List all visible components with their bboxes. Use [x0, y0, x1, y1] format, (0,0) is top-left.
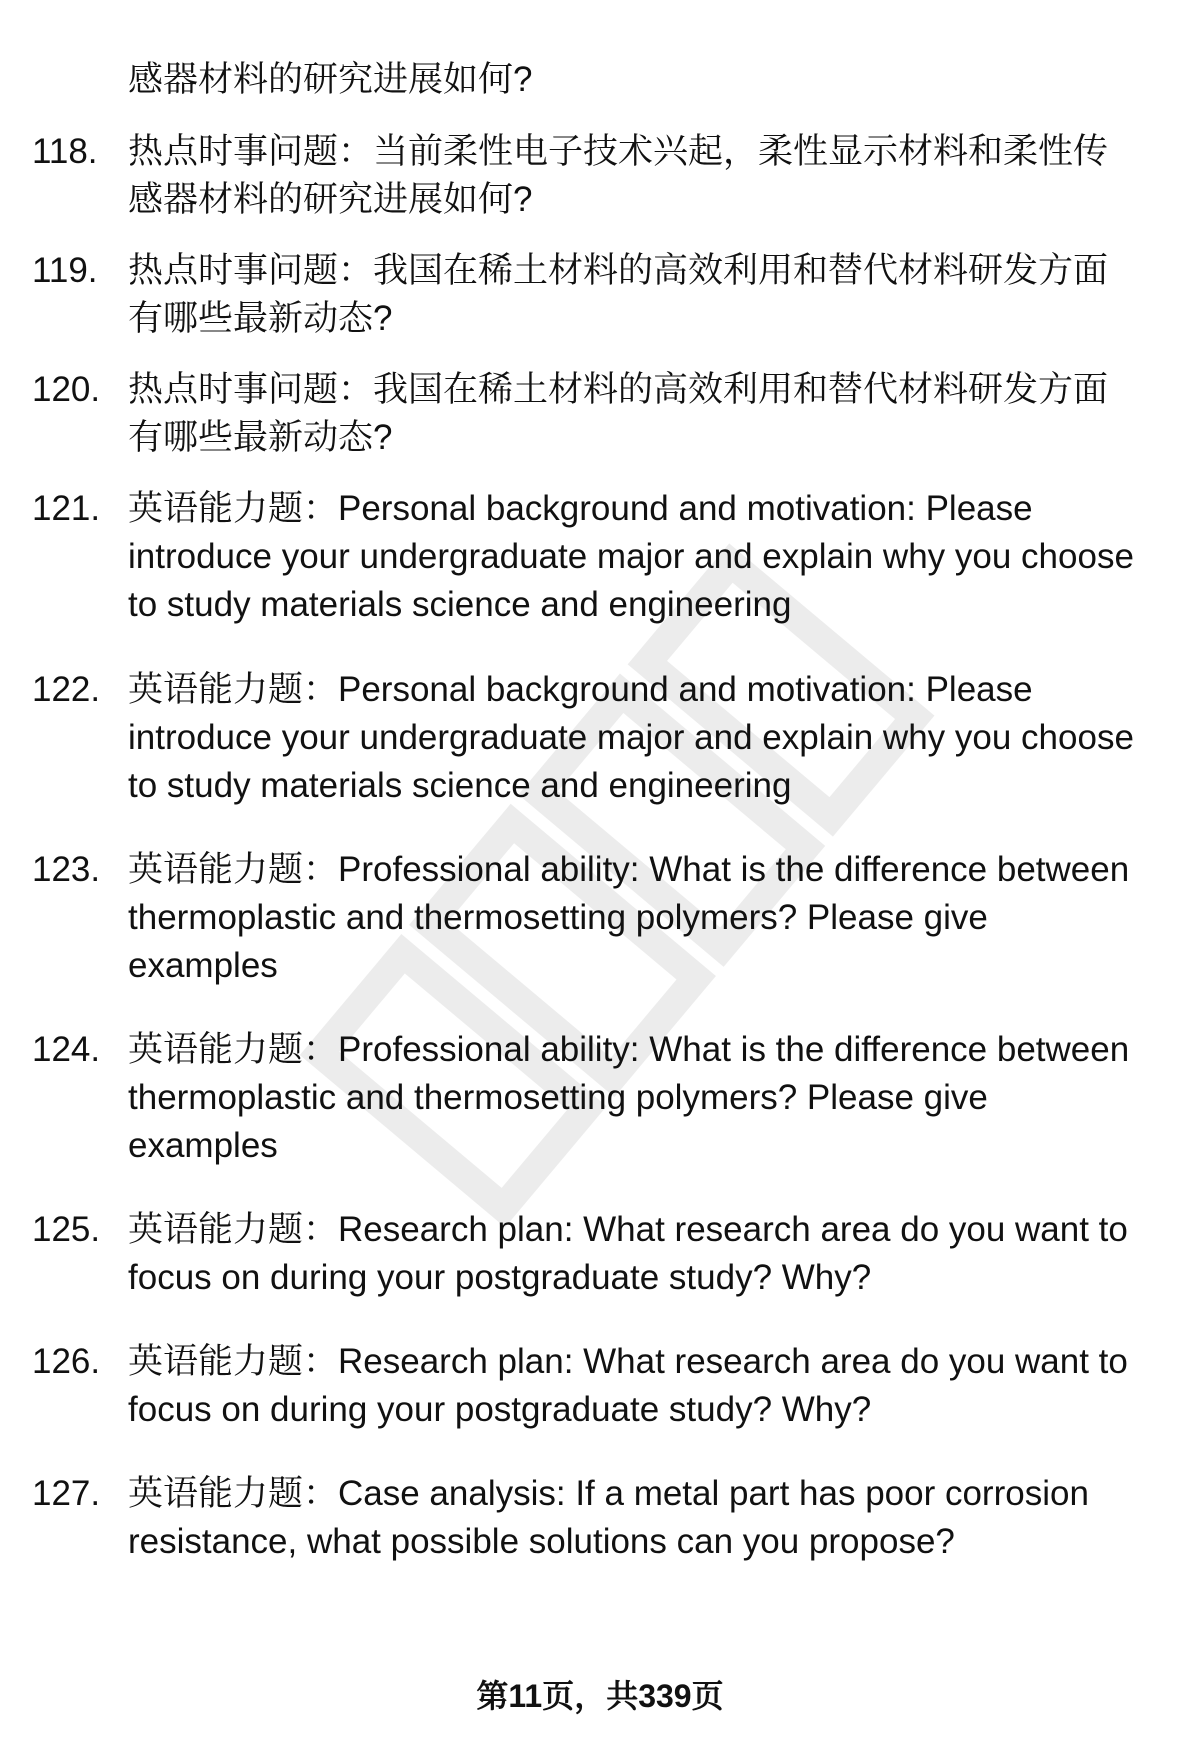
question-number: 121. [32, 489, 101, 528]
question-text: 英语能力题：Personal background and motivation: Please introduce your undergraduate major and explain why you choose to study materials science and engineering [128, 670, 1134, 805]
question-text: 英语能力题：Case analysis: If a metal part has poor corrosion resistance, what possible solutions can you propose? [128, 1474, 1089, 1561]
question-text: 英语能力题：Professional ability: What is the difference between thermoplastic and thermosetting polymers? Please give examples [128, 1030, 1130, 1165]
question-number: 124. [32, 1030, 101, 1069]
question-text: 英语能力题：Research plan: What research area do you want to focus on during your postgraduate study? Why? [128, 1342, 1128, 1429]
question-number: 125. [32, 1210, 101, 1249]
question-number: 119. [32, 251, 98, 290]
question-text: 英语能力题：Personal background and motivation: Please introduce your undergraduate major and explain why you choose to study materials science and engineering [128, 489, 1134, 624]
page-footer: 第11页，共339页 [476, 1678, 724, 1714]
question-number: 127. [32, 1474, 101, 1513]
question-number: 126. [32, 1342, 101, 1381]
question-text: 热点时事问题：我国在稀土材料的高效利用和替代材料研发方面有哪些最新动态? [128, 370, 1109, 457]
question-number: 122. [32, 670, 101, 709]
question-number: 120. [32, 370, 101, 409]
question-text: 英语能力题：Research plan: What research area do you want to focus on during your postgraduate study? Why? [128, 1210, 1128, 1297]
question-text: 热点时事问题：我国在稀土材料的高效利用和替代材料研发方面有哪些最新动态? [128, 251, 1109, 338]
continued-question-text: 感器材料的研究进展如何? [128, 60, 533, 99]
question-number: 118. [32, 132, 98, 171]
question-text: 热点时事问题：当前柔性电子技术兴起，柔性显示材料和柔性传感器材料的研究进展如何? [128, 132, 1109, 219]
question-text: 英语能力题：Professional ability: What is the difference between thermoplastic and thermosetting polymers? Please give examples [128, 850, 1130, 985]
question-number: 123. [32, 850, 101, 889]
